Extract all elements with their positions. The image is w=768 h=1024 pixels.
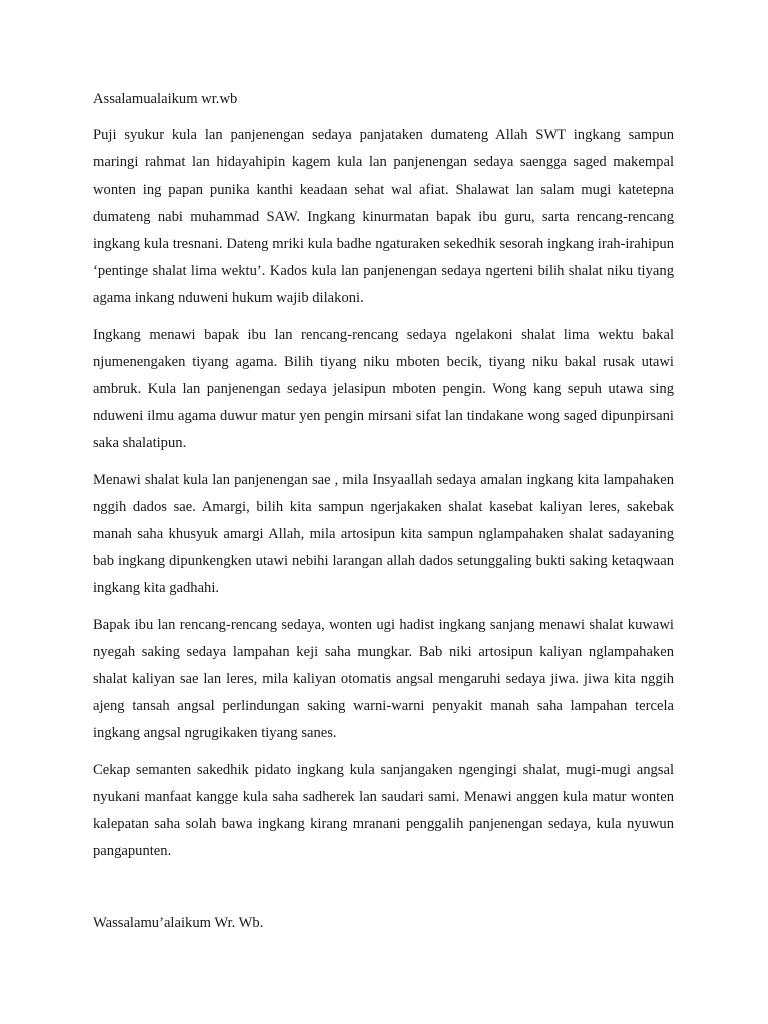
closing: Wassalamu’alaikum Wr. Wb. — [93, 915, 264, 932]
paragraph-opening: Puji syukur kula lan panjenengan sedaya panjataken dumateng Allah SWT ingkang sampun maringi rahmat lan hidayahipin kagem kula lan panjenengan sedaya saengga saged makempal wonten ing papan punika kanthi keadaan sehat wal afiat. Shalawat lan salam mugi katetepna dumateng nabi muhammad SAW. Ingkang kinurmatan bapak ibu guru, sarta rencang-rencang ingkang kula tresnani. Dateng mriki kula badhe ngaturaken sekedhik sesorah ingkang irah-irahipun ‘pentinge shalat lima wektu’. Kados kula lan panjenengan sedaya ngerteni bilih shalat niku tiyang agama inkang nduweni hukum wajib dilakoni. — [93, 127, 674, 307]
paragraph-conclusion: Cekap semanten sakedhik pidato ingkang kula sanjangaken ngengingi shalat, mugi-mugi angsal nyukani manfaat kangge kula saha sadherek lan saudari sami. Menawi anggen kula matur wonten kalepatan saha solah bawa ingkang kirang mranani penggalih panjenengan sedaya, kula nyuwun pangapunten. — [93, 761, 674, 860]
paragraph-good-prayer: Menawi shalat kula lan panjenengan sae , mila Insyaallah sedaya amalan ingkang kita lampahaken nggih dados sae. Amargi, bilih kita sampun ngerjakaken shalat kasebat kaliyan leres, sakebak manah saha khusyuk amargi Allah, mila artosipun kita sampun nglampahaken shalat sadayaning bab ingkang dipunkengken utawi nebihi larangan allah dados setunggaling bukti saking ketaqwaan ingkang kita gadhahi. — [93, 471, 674, 597]
spacer — [93, 874, 674, 910]
greeting: Assalamualaikum wr.wb — [93, 91, 238, 107]
paragraph-hadith: Bapak ibu lan rencang-rencang sedaya, wonten ugi hadist ingkang sanjang menawi shalat kuwawi nyegah saking sedaya lampahan keji saha mungkar. Bab niki artosipun kaliyan nglampahaken shalat kaliyan sae lan leres, mila kaliyan otomatis angsal mengaruhi sedaya jiwa. jiwa kita nggih ajeng tansah angsal perlindungan saking warni-warni penyakit manah saha lampahan tercela ingkang angsal ngrugikaken tiyang sanes. — [93, 616, 674, 742]
paragraph-importance: Ingkang menawi bapak ibu lan rencang-rencang sedaya ngelakoni shalat lima wektu bakal njumenengaken tiyang agama. Bilih tiyang niku mboten becik, tiyang niku bakal rusak utawi ambruk. Kula lan panjenengan sedaya jelasipun mboten pengin. Wong kang sepuh utawa sing nduweni ilmu agama duwur matur yen pengin mirsani sifat lan tindakane wong saged dipunpirsani saka shalatipun. — [93, 326, 674, 452]
